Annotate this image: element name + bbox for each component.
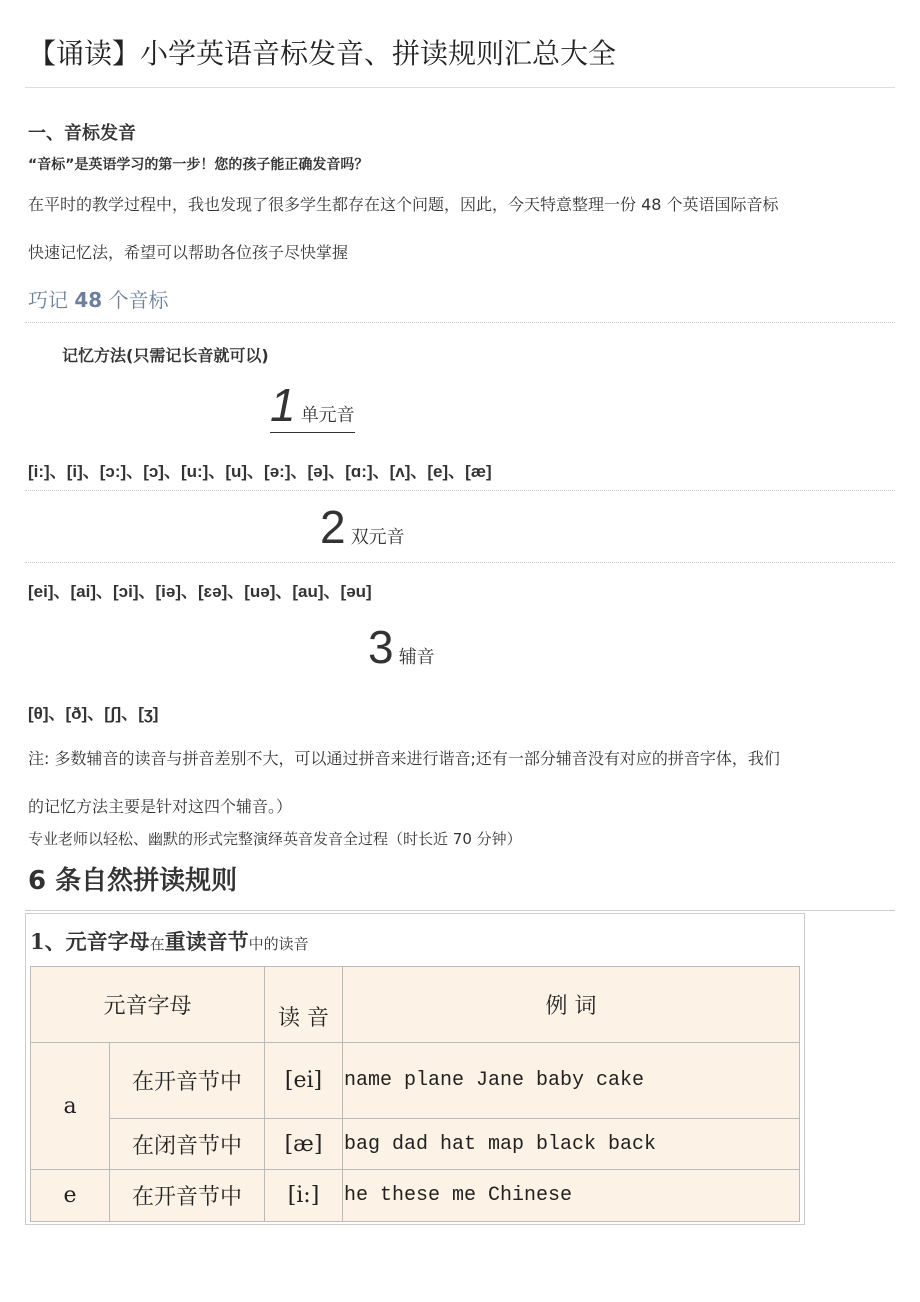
divider xyxy=(25,322,895,323)
group-label: 双元音 xyxy=(350,527,405,548)
rule-1-box xyxy=(25,913,805,1225)
header-cell: 例 词 xyxy=(343,967,800,1043)
memory-method: 记忆方法(只需记长音就可以) xyxy=(62,346,269,365)
divider xyxy=(25,562,895,563)
memo-heading xyxy=(28,284,169,313)
section-heading: 一、音标发音 xyxy=(28,123,136,144)
sound-cell: [æ] xyxy=(265,1119,343,1170)
letter-cell: a xyxy=(31,1043,110,1170)
note-line: 的记忆方法主要是针对这四个辅音。） xyxy=(28,797,293,816)
group-label: 单元音 xyxy=(300,405,355,426)
group-label: 辅音 xyxy=(398,647,435,668)
video-note: 专业老师以轻松、幽默的形式完整演绎英音发音全过程（时长近 70 分钟） xyxy=(28,830,522,848)
memo-heading-number: 48 xyxy=(74,288,103,312)
intro-paragraph-line: 在平时的教学过程中，我也发现了很多学生都存在这个问题，因此，今天特意整理一份 48 个英语国际音标 xyxy=(28,195,779,214)
group-title-1 xyxy=(270,378,355,433)
intro-paragraph-line: 快速记忆法，希望可以帮助各位孩子尽快掌握 xyxy=(28,243,349,262)
rules-heading: 6 条自然拼读规则 xyxy=(28,866,238,896)
phonetics-list: [i:]、[i]、[ɔ:]、[ɔ]、[u:]、[u]、[ə:]、[ə]、[ɑ:]、[ʌ]、[e]、[æ] xyxy=(28,462,492,481)
memo-heading-suffix: 个音标 xyxy=(108,288,169,312)
group-title-2 xyxy=(320,500,405,554)
header-cell: 读 音 xyxy=(265,967,343,1043)
sound-cell: [ei] xyxy=(265,1043,343,1119)
rule-caption xyxy=(30,926,309,956)
letter-cell: e xyxy=(31,1170,110,1222)
note-line: 注: 多数辅音的读音与拼音差别不大，可以通过拼音来进行谐音;还有一部分辅音没有对应的拼音字体，我们 xyxy=(28,749,780,768)
sound-cell: [i:] xyxy=(265,1170,343,1222)
group-number: 1 xyxy=(270,379,296,431)
examples-cell: name plane Jane baby cake xyxy=(343,1043,800,1119)
examples-cell: he these me Chinese xyxy=(343,1170,800,1222)
syllable-cell: 在闭音节中 xyxy=(110,1119,265,1170)
phonetics-list: [θ]、[ð]、[ʃ]、[ʒ] xyxy=(28,704,159,723)
caption-part: 1、元音字母 xyxy=(30,929,150,954)
group-number: 2 xyxy=(320,501,346,553)
section-subtitle: “音标”是英语学习的第一步！您的孩子能正确发音吗？ xyxy=(28,157,369,173)
vowel-rule-table xyxy=(30,966,800,1222)
examples-cell: bag dad hat map black back xyxy=(343,1119,800,1170)
phonetics-list: [ei]、[ai]、[ɔi]、[iə]、[ɛə]、[uə]、[au]、[əu] xyxy=(28,582,372,601)
caption-part: 在 xyxy=(149,935,165,953)
caption-part: 重读音节 xyxy=(164,929,249,954)
caption-part: 中的读音 xyxy=(248,935,309,953)
header-cell: 元音字母 xyxy=(31,967,265,1043)
article-title: 【诵读】小学英语音标发音、拼读规则汇总大全 xyxy=(28,37,617,70)
divider xyxy=(25,490,895,491)
syllable-cell: 在开音节中 xyxy=(110,1043,265,1119)
syllable-cell: 在开音节中 xyxy=(110,1170,265,1222)
divider xyxy=(25,910,895,911)
group-number: 3 xyxy=(368,621,394,673)
memo-heading-prefix: 巧记 xyxy=(28,288,68,312)
divider xyxy=(25,87,895,88)
group-title-3 xyxy=(368,620,435,674)
